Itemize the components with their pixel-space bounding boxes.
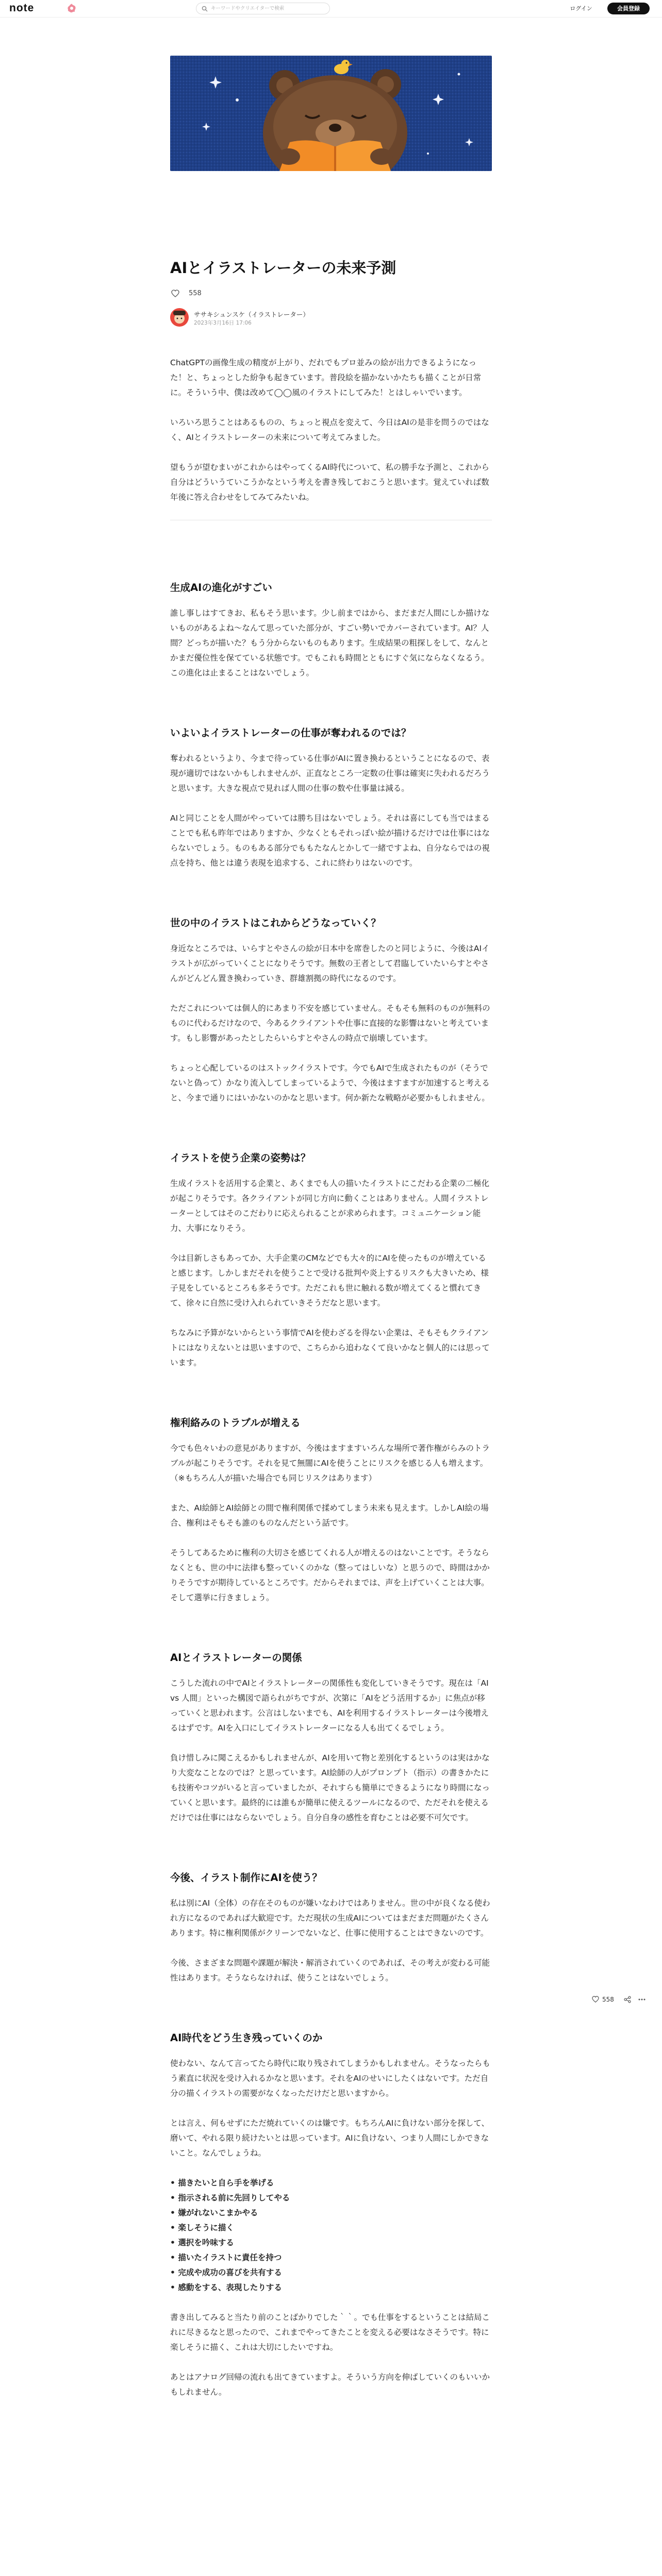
paragraph: また、AI絵師とAI絵師との間で権利関係で揉めてしまう未来も見えます。しかしAI絵の場合、権利はそもそも誰のものなんだという話です。	[170, 1503, 489, 1528]
list-item: • 描いたイラストに責任を持つ	[170, 2250, 492, 2265]
floating-action-bar	[592, 1994, 654, 2040]
intro-paragraph: ChatGPTの画像生成の精度が上がり、だれでもプロ並みの絵が出力できるようになった！と、ちょっとした紛争も起きています。普段絵を描かないかたちも描くことが日常に。そういう中、僕は改めて◯◯風のイラストにしてみた！とはしゃいでいます。	[170, 358, 482, 397]
paragraph: 負け惜しみに聞こえるかもしれませんが、AIを用いて物と差別化するというのは実はかなり大変なことなのでは？と思っています。AI絵師の人がプロンプト（指示）の書きかたにも技術やコツがいると言っていましたが、それすらも簡単にできるようになり時間になっていくと思います。最終的には誰もが簡単に使えるツールになるので、ただそれを使えるだけでは仕事にはならないでしょう。自分自身の感性を育むことは必要不可欠です。	[170, 1753, 490, 1822]
paragraph: AIと同じことを人間がやっていては勝ち目はないでしょう。それは喜にしても当ではまることでも私も昨年ではありますか、少なくともそれっぽい絵が描けるだけでは仕事にはならないでしょう。ものもある部分でももたなんとかして一緒ですよね、自分ならではの視点を持ち、他とは違う表現を追求する、これに終わりはないのです。	[170, 814, 490, 868]
list-item: • 完成や成功の喜びを共有する	[170, 2265, 492, 2280]
search-icon	[202, 6, 208, 12]
paragraph: 生成イラストを活用する企業と、あくまでも人の描いたイラストにこだわる企業の二極化が起こりそうです。各クライアントが同じ方向に動くことはありません。人間イラストレーターとしてはそのこだわりに応えられることが求められます。コミュニケーション能力、大事になりそう。	[170, 1179, 490, 1233]
list-item: • 感動をする、表現したりする	[170, 2280, 492, 2295]
avatar-image-icon	[170, 308, 189, 327]
publish-date: 2023年3月16日 17:06	[194, 320, 252, 326]
signup-button[interactable]: 会員登録	[607, 3, 650, 14]
paragraph: 私は別にAI（全体）の存在そのものが嫌いなわけではありません。世の中が良くなる使われ方になるのであれば大歓迎です。ただ現状の生成AIについてはまだまだ問題がたくさんあります。特に権利関係がクリーンでないなど、仕事に使用することはできないのです。	[170, 1899, 490, 1938]
author-block	[170, 308, 479, 329]
paragraph: 奪われるというより、今まで待っている仕事がAIに置き換わるということになるので、表現が適切ではないかもしれませんが、正直なところ一定数の仕事は確実に失われるだろうと思います。大きな視点で見れば人間の仕事の数や仕事量は減る。	[170, 754, 490, 793]
paragraph: 身近なところでは、いらすとやさんの絵が日本中を席巻したのと同じように、今後はAIイラストが広がっていくことになりそうです。無数の王者として君臨していたいらすとやさんがどんどん置き換わっていき、群雄割拠の時代になるのです。	[170, 944, 490, 983]
list-item: • 楽しそうに描く	[170, 2221, 492, 2235]
section-heading: イラストを使う企業の姿勢は？	[170, 1152, 311, 1164]
note-logo-mark-icon	[66, 3, 77, 14]
note-logo[interactable]: note	[9, 2, 35, 14]
paragraph: ただこれについては個人的にあまり不安を感じていません。そもそも無料のものが無料のものに代わるだけなので、今あるクライアントや仕事に直接的な影響はないと考えています。もし影響があったとしたらいらすとやさんの時点で崩壊しています。	[170, 1004, 490, 1043]
paragraph: 今でも色々いわの意見がありますが、今後はますますいろんな場所で著作権がらみのトラブルが起こりそうです。それを見て無闇にAIを使うことにリスクを感じる人も増えます。（※もちろん人が描いた場合でも同じリスクはあります）	[170, 1444, 490, 1483]
list-item: • 指示される前に先回りしてやる	[170, 2191, 492, 2206]
paragraph: 今は目新しさもあってか、大手企業のCMなどでも大々的にAIを使ったものが増えていると感じます。しかしまだそれを使うことで受ける批判や炎上するリスクも大きいため、様子見をしているところも多そうです。ただこれも世に触れる数が増えてくると慣れてきて、徐々に自然に受け入れられていきそうだなと思います。	[170, 1253, 489, 1308]
section-heading: 今後、イラスト制作にAIを使う？	[170, 1872, 322, 1884]
intro-paragraph: 望もうが望むまいがこれからはやってくるAI時代について、私の勝手な予測と、これから自分はどういうていこうかなという考えを書き残しておこうと思います。覚えていれば数年後に答え合わせをしてみてみたいね。	[170, 463, 490, 502]
article-body	[170, 355, 492, 2576]
intro-paragraph: いろいろ思うことはあるものの、ちょっと視点を変えて、今日はAIの是非を問うのではなく、AIとイラストレーターの未来について考えてみました。	[170, 418, 489, 442]
list-item: • 描きたいと自ら手を挙げる	[170, 2176, 492, 2191]
search-box[interactable]	[196, 3, 330, 14]
bullet-list	[170, 2176, 492, 2295]
section-heading: 権利絡みのトラブルが増える	[170, 1417, 301, 1429]
paragraph: ちなみに予算がないからという事情でAIを使わざるを得ない企業は、そもそもクライアントにはなりえないとは思いますので、こちらから追わなくて良いかなと個人的には思っています。	[170, 1328, 490, 1367]
section-heading: 世の中のイラストはこれからどうなっていく？	[170, 917, 381, 929]
list-item: • 選択を吟味する	[170, 2235, 492, 2250]
heart-icon	[171, 290, 179, 297]
login-button[interactable]: ログイン	[570, 5, 592, 12]
paragraph: こうした流れの中でAIとイラストレーターの関係性も変化していきそうです。現在は「AI vs 人間」といった構図で語られがちですが、次第に「AIをどう活用するか」に焦点が移っていくと思われます。公言はしないまでも、AIを利用するイラストレーターは今後増えるはずです。AIを入口にしてイラストレーターになる人も出てくるでしょう。	[170, 1679, 489, 1733]
paragraph: とは言え、何もせずにただ焼れていくのは嫌です。もちろんAIに負けない部分を探して、磨いて、やれる限り続けたいとは思っています。AIに負けない、つまり人間にしかできないこと。なんでしょうね。	[170, 2119, 490, 2158]
like-count: 558	[189, 290, 202, 297]
paragraph: 誰し事しはすてきお、私もそう思います。少し前まではから、まだまだ人間にしか描けないものがあるよね〜なんて思っていた部分が、すごい勢いでカバーされています。AI？人間？どっちが描いた？もう分からないものもあります。生成結果の粗探しをして、なんとかまだ優位性を保てている状態です。でもこれも時間とともにすぐ気にならなくなるう。この進化は止まることはないでしょう。	[170, 608, 490, 677]
floating-like-count: 558	[602, 1996, 614, 2003]
bear-reading-illustration	[170, 56, 492, 171]
paragraph: 今後、さまざまな問題や課題が解決・解消されていくのであれば、その考えが変わる可能性はあります。そうならなければ、使うことはないでしょう。	[170, 1958, 490, 1982]
section-heading: いよいよイラストレーターの仕事が奪われるのでは？	[170, 727, 411, 739]
section-heading: AI時代をどう生き残っていくのか	[170, 2032, 323, 2044]
section-heading: 生成AIの進化がすごい	[170, 582, 272, 594]
author-avatar[interactable]	[170, 308, 189, 327]
heart-icon	[592, 1996, 599, 2003]
list-item: • 嫌がれないこまかやる	[170, 2206, 492, 2221]
author-name[interactable]: ササキシュンスケ（イラストレーター）	[194, 311, 309, 318]
article-title: AIとイラストレーターの未来予測	[170, 259, 396, 277]
top-header	[0, 0, 662, 18]
paragraph: そうしてあるために権利の大切さを感じてくれる人が増えるのはないことです。そうならなくとも、世の中に法律も整っていくのかな（整ってはしいな）と思うので、時間はかかりそうですが期待しているところです。だからそれまでは、声を上げていくことは大事。そして選挙に行きましょう。	[170, 1548, 490, 1602]
paragraph: 書き出してみると当たり前のことばかりでした｀｀。でも仕事をするということは結局これに尽きるなと思ったので、これまでやってきたことを変える必要はなさそうです。特に楽しそうに描く、これは大切にしたいですね。	[170, 2313, 490, 2352]
article-hero-image	[170, 56, 492, 171]
paragraph: あとはアナログ回帰の流れも出てきていますよ。そういう方向を伸ばしていくのもいいかもしれません。	[170, 2372, 490, 2397]
paragraph: ちょっと心配しているのはストックイラストです。今でもAIで生成されたものが（そうでないと偽って）かなり流入してしまっているようで、今後はますますが加速すると考えると、今まで通りにはいかないのかなと思います。何か新たな戦略が必要かもしれません。	[170, 1063, 490, 1103]
share-icon	[624, 1996, 631, 2003]
more-dots-icon	[638, 1996, 646, 2003]
section-heading: AIとイラストレーターの関係	[170, 1652, 302, 1664]
paragraph: 使わない、なんて言ってたら時代に取り残されてしまうかもしれません。そうなったらもう素直に状況を受け入れるかなと思います。それをAIのせいにしたくはないです。ただ自分の描くイラストの需要がなくなっただけだと思いますから。	[170, 2059, 490, 2098]
search-input[interactable]	[211, 4, 324, 13]
